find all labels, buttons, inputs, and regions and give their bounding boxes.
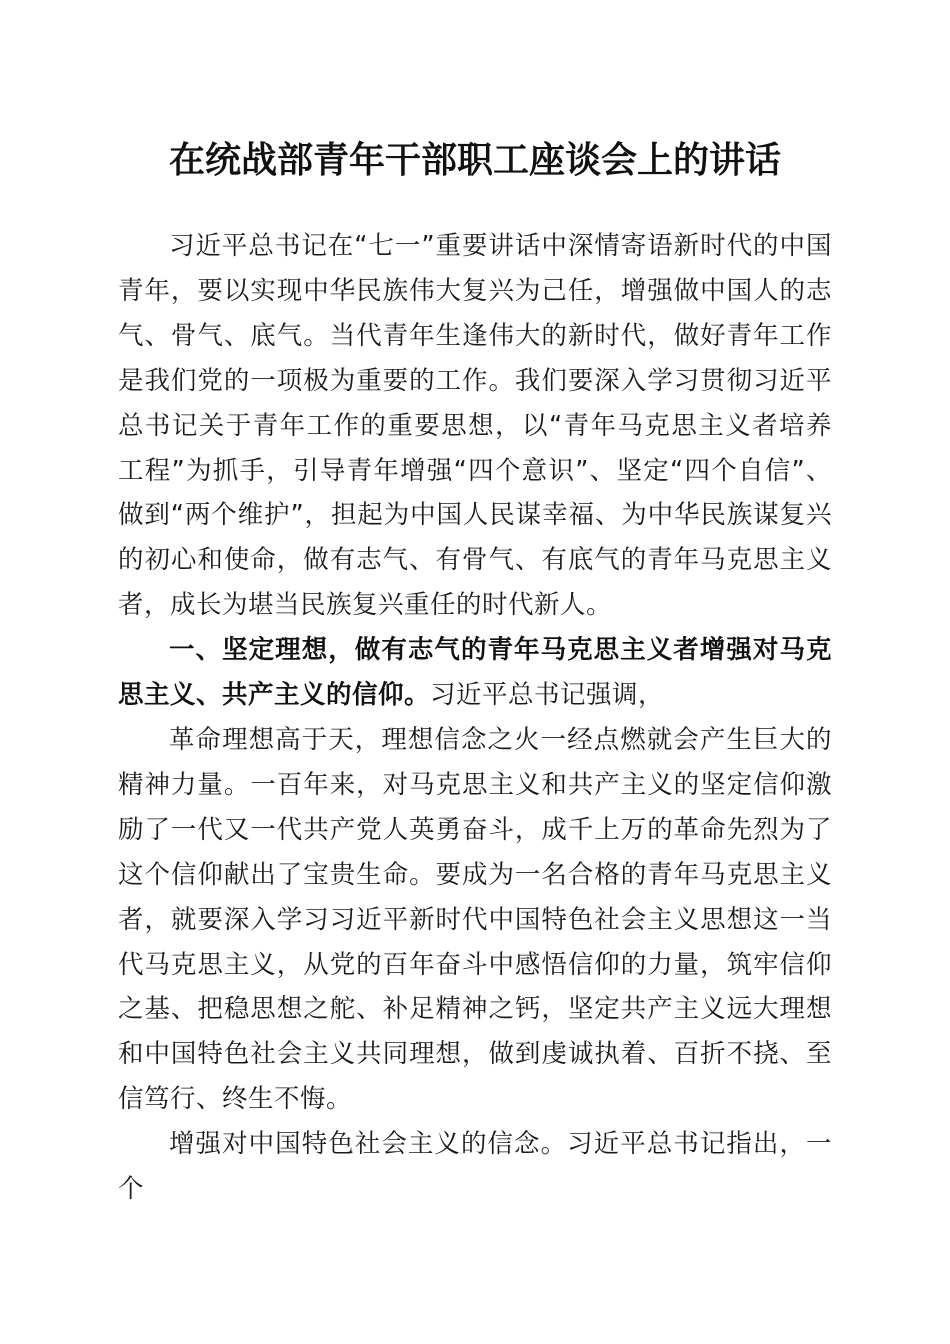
paragraph-socialism-belief: 增强对中国特色社会主义的信念。习近平总书记指出，一个 [118,1129,832,1205]
paragraph-intro: 习近平总书记在“七一”重要讲话中深情寄语新时代的中国青年，要以实现中华民族伟大复兴为己任，增强做中国人的志气、骨气、底气。当代青年生逢伟大的新时代，做好青年工作是我们党的一项极为重要的工作。我们要深入学习贯彻习近平总书记关于青年工作的重要思想，以“青年马克思主义者培养工程”为抓手，引导青年增强“四个意识”、坚定“四个自信”、做到“两个维护”，担起为中国人民谋幸福、为中华民族谋复兴的初心和使命，做有志气、有骨气、有底气的青年马克思主义者，成长为堪当民族复兴重任的时代新人。 [118,231,832,621]
section-heading: 一、坚定理想，做有志气的青年马克思主义者增强对马克思主义、共产主义的信仰。 [118,635,832,711]
section-heading-followup: 习近平总书记强调， [430,680,665,711]
paragraph-section-one [118,628,832,718]
document-body [118,224,832,1212]
document-title: 在统战部青年干部职工座谈会上的讲话 [168,139,781,181]
paragraph-revolution-ideal: 革命理想高于天，理想信念之火一经点燃就会产生巨大的精神力量。一百年来，对马克思主义和共产主义的坚定信仰激励了一代又一代共产党人英勇奋斗，成千上万的革命先烈为了这个信仰献出了宝贵生命。要成为一名合格的青年马克思主义者，就要深入学习习近平新时代中国特色社会主义思想这一当代马克思主义，从党的百年奋斗中感悟信仰的力量，筑牢信仰之基、把稳思想之舵、补足精神之钙，坚定共产主义远大理想和中国特色社会主义共同理想，做到虔诚执着、百折不挠、至信笃行、终生不悔。 [118,724,832,1115]
